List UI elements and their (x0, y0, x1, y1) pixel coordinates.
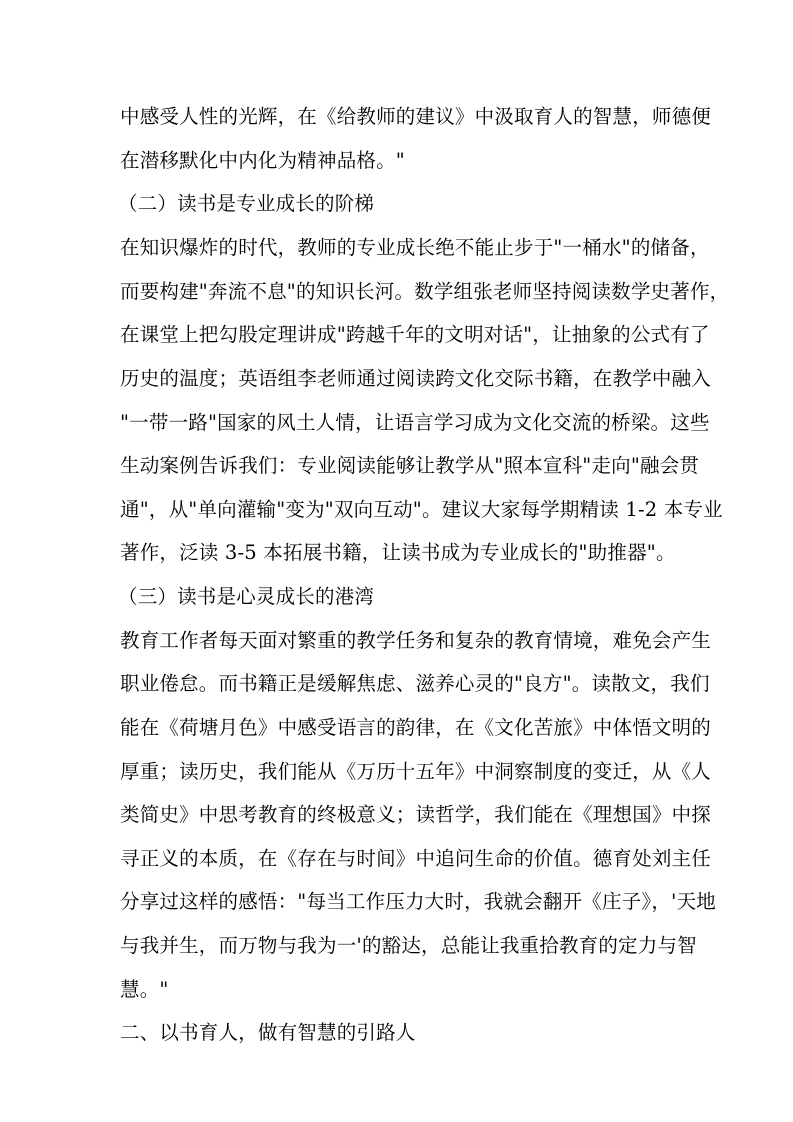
body-line-11: 教育工作者每天面对繁重的教学任务和复杂的教育情境，难免会产生 (120, 629, 712, 652)
body-line-12: 职业倦怠。而书籍正是缓解焦虑、滋养心灵的"良方"。读散文，我们 (120, 672, 710, 695)
body-line-19: 慧。" (120, 978, 169, 1001)
chapter-heading-2: 二、以书育人，做有智慧的引路人 (120, 1021, 416, 1044)
body-line-16: 寻正义的本质，在《存在与时间》中追问生命的价值。德育处刘主任 (120, 847, 712, 870)
body-line-13: 能在《荷塘月色》中感受语言的韵律，在《文化苦旅》中体悟文明的 (120, 716, 712, 739)
body-line-1: 中感受人性的光辉，在《给教师的建议》中汲取育人的智慧，师德便 (120, 105, 712, 128)
body-line-5: 在课堂上把勾股定理讲成"跨越千年的文明对话"，让抽象的公式有了 (120, 323, 710, 346)
body-line-18: 与我并生，而万物与我为一'的豁达，总能让我重拾教育的定力与智 (120, 934, 697, 957)
section-heading-3: （三）读书是心灵成长的港湾 (118, 585, 375, 608)
body-line-17: 分享过这样的感悟："每当工作压力大时，我就会翻开《庄子》，'天地 (120, 890, 716, 913)
body-line-7: "一带一路"国家的风土人情，让语言学习成为文化交流的桥梁。这些 (120, 411, 710, 434)
body-line-4: 而要构建"奔流不息"的知识长河。数学组张老师坚持阅读数学史著作， (120, 280, 730, 303)
body-line-8: 生动案例告诉我们：专业阅读能够让教学从"照本宣科"走向"融会贯 (120, 454, 700, 477)
body-line-10: 著作，泛读 3-5 本拓展书籍，让读书成为专业成长的"助推器"。 (120, 541, 676, 564)
body-line-3: 在知识爆炸的时代，教师的专业成长绝不能止步于"一桶水"的储备， (120, 236, 710, 259)
body-line-6: 历史的温度；英语组李老师通过阅读跨文化交际书籍，在教学中融入 (120, 367, 712, 390)
body-line-15: 类简史》中思考教育的终极意义；读哲学，我们能在《理想国》中探 (120, 803, 712, 826)
section-heading-2: （二）读书是专业成长的阶梯 (118, 192, 375, 215)
body-line-2: 在潜移默化中内化为精神品格。" (120, 149, 405, 172)
body-line-9: 通"，从"单向灌输"变为"双向互动"。建议大家每学期精读 1-2 本专业 (120, 498, 723, 521)
body-line-14: 厚重；读历史，我们能从《万历十五年》中洞察制度的变迁，从《人 (120, 760, 712, 783)
